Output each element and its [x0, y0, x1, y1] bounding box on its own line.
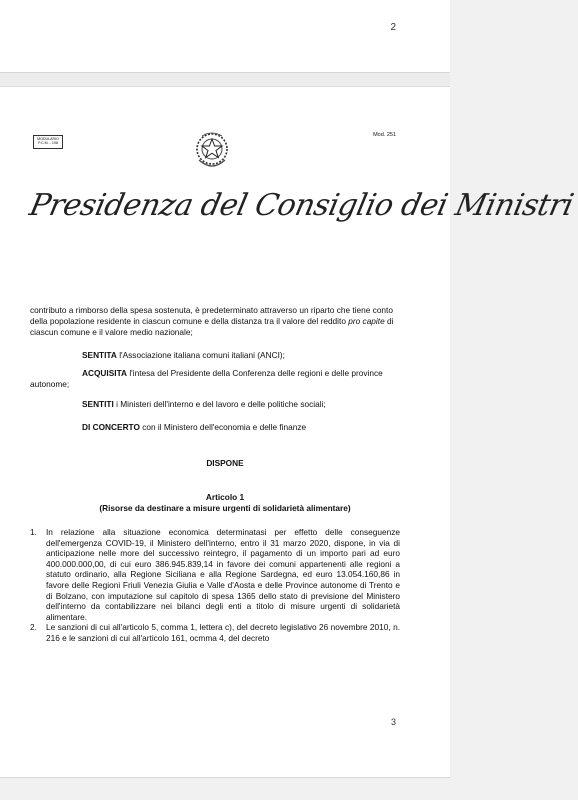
- italian-republic-emblem-icon: [193, 128, 231, 172]
- paragraph-concerto: [30, 422, 400, 433]
- article-subtitle: (Risorse da destinare a misure urgenti di solidarietà alimentare): [99, 503, 351, 513]
- paragraph-sentiti: [30, 399, 400, 410]
- page-gap: [0, 73, 450, 85]
- form-code-line-2: P.C.M. - 198: [38, 141, 58, 146]
- text-acquisita: l'intesa del Presidente della Conferenza delle regioni e delle province autonome;: [30, 368, 383, 389]
- paragraph-sentita: [30, 350, 400, 361]
- text-sentiti: i Ministeri dell'interno e del lavoro e delle politiche sociali;: [113, 399, 326, 409]
- keyword-acquisita: ACQUISITA: [82, 368, 128, 378]
- previous-page-bottom: [0, 0, 450, 73]
- text-concerto: con il Ministero dell'economia e delle finanze: [139, 422, 307, 432]
- document-page: [0, 86, 577, 778]
- header-title: Presidenza del Consiglio dei Ministri: [26, 188, 577, 223]
- form-code-box: [33, 135, 63, 149]
- model-label: Mod. 251: [373, 132, 396, 138]
- list-item-number: 1.: [30, 527, 37, 537]
- paragraph-acquisita: [30, 368, 400, 390]
- keyword-sentiti: SENTITI: [82, 399, 114, 409]
- text-sentita: l'Associazione italiana comuni italiani (ANCI);: [116, 350, 285, 360]
- article-title: Articolo 1: [205, 492, 245, 502]
- page-number: 3: [390, 717, 396, 727]
- keyword-concerto: DI CONCERTO: [82, 422, 140, 432]
- keyword-sentita: SENTITA: [82, 350, 117, 360]
- article-items: [30, 527, 400, 644]
- list-item-number: 2.: [30, 622, 37, 633]
- form-code-line-1: MODULARIO: [37, 137, 59, 141]
- list-item: [30, 622, 400, 643]
- list-item-text: Le sanzioni di cui all'articolo 5, comma 1, lettera c), del decreto legislativo 26 novembre 2010, n. 216 e le sanzioni di cui all'articolo 161, ocmma 4, del decreto: [46, 622, 400, 643]
- paragraph-contributo: contributo a rimborso della spesa sostenuta, è predeterminato attraverso un riparto che tiene conto della popolazione residente in ciascun comune e della distanza tra il valore del reddito pro capite di ciascun comune e il valore medio nazionale;: [30, 305, 394, 337]
- list-item-text: In relazione alla situazione economica determinatasi per effetto delle conseguenze dell'emergenza COVID-19, il Ministero dell'interno, entro il 31 marzo 2020, dispone, in via di anticipazione nelle more del successivo reintegro, il pagamento di un importo pari ad euro 400.000.000,00, di cui euro 386.945.839,14 in favore dei comuni appartenenti alle regioni a statuto ordinario, alla Regione Siciliana e alla Regione Sardegna, ed euro 13.054.160,86 in favore delle Regioni Friuli Venezia Giulia e Valle d'Aosta e delle Province autonome di Trento e di Bolzano, con imputazione sul capitolo di spesa 1365 dello stato di previsione del Ministero dell'interno da contabilizzare nei bilanci degli enti a titolo di misure urgenti di solidarietà alimentare.: [46, 527, 400, 622]
- pro-capite-emphasis: pro capite: [348, 316, 385, 326]
- previous-page-number: 2: [390, 22, 396, 33]
- list-item: [30, 527, 400, 622]
- dispone-heading: DISPONE: [206, 458, 244, 468]
